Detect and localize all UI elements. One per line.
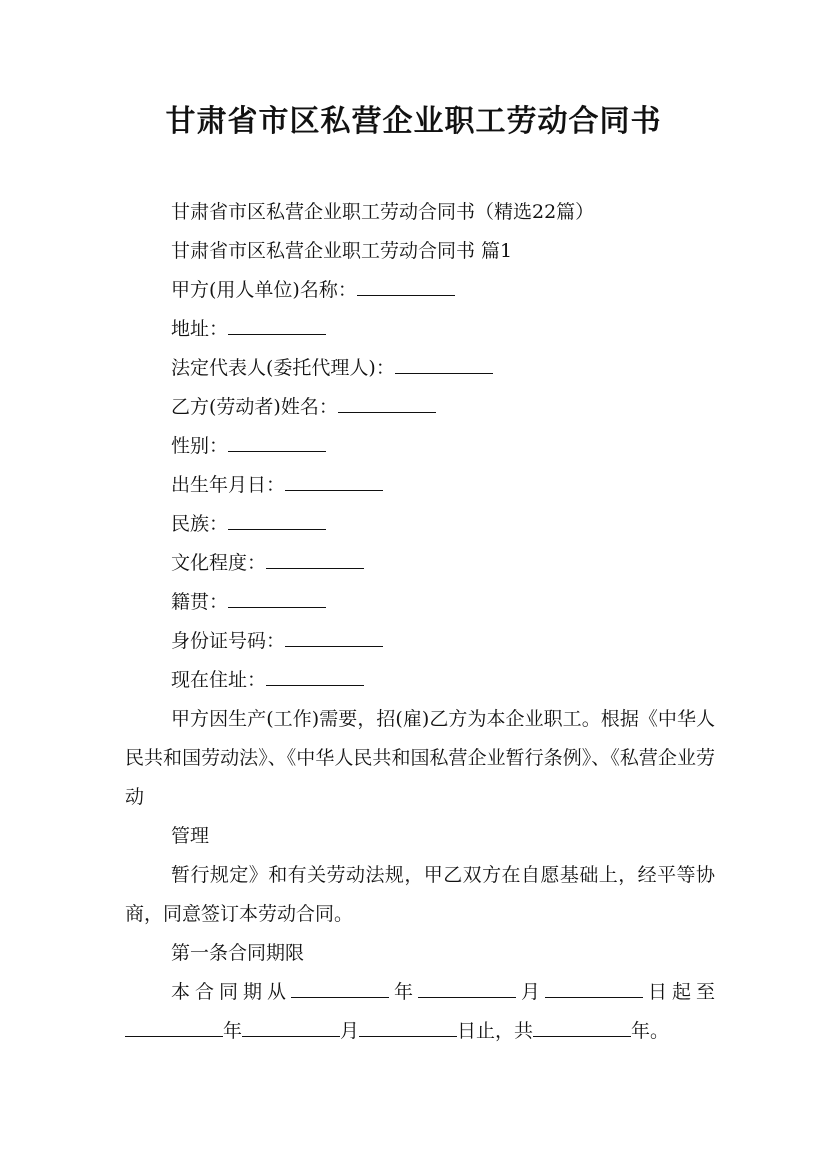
field-label: 身份证号码：: [171, 630, 286, 652]
field-gender: [125, 427, 715, 466]
blank-line: [338, 398, 436, 413]
blank-line: [357, 281, 455, 296]
blank-line: [228, 593, 326, 608]
term-prefix: 本合同期从: [171, 981, 291, 1003]
term-day-to: 日止，共: [457, 1020, 534, 1042]
blank-line: [242, 1022, 340, 1037]
subtitle: 甘肃省市区私营企业职工劳动合同书（精选22篇）: [171, 201, 595, 223]
field-label: 法定代表人(委托代理人)：: [171, 357, 395, 379]
paragraph-management: 管理: [171, 825, 210, 847]
field-party-a-name: [125, 271, 715, 310]
paragraph-intro: 甲方因生产(工作)需要，招(雇)乙方为本企业职工。根据《中华人民共和国劳动法》、《中华人民共和国私营企业暂行条例》、《私营企业劳动: [125, 708, 715, 808]
blank-line: [266, 671, 364, 686]
field-label: 现在住址：: [171, 669, 267, 691]
field-label: 民族：: [171, 513, 229, 535]
blank-line: [291, 983, 389, 998]
field-label: 乙方(劳动者)姓名：: [171, 396, 338, 418]
document-title: 甘肃省市区私营企业职工劳动合同书: [165, 104, 662, 139]
term-year-end: 年: [223, 1020, 243, 1042]
section-heading: 甘肃省市区私营企业职工劳动合同书 篇1: [171, 240, 513, 262]
term-month: 月: [515, 981, 545, 1003]
field-legal-rep: [125, 349, 715, 388]
field-label: 性别：: [171, 435, 229, 457]
field-label: 甲方(用人单位)名称：: [171, 279, 357, 301]
field-label: 文化程度：: [171, 552, 267, 574]
field-id-number: [125, 622, 715, 661]
term-month-end: 月: [340, 1020, 360, 1042]
blank-line: [285, 476, 383, 491]
blank-line: [395, 359, 493, 374]
blank-line: [533, 1022, 631, 1037]
blank-line: [359, 1022, 457, 1037]
field-native-place: [125, 583, 715, 622]
term-paragraph: [125, 973, 715, 1051]
blank-line: [285, 632, 383, 647]
field-education: [125, 544, 715, 583]
blank-line: [228, 320, 326, 335]
document-body: [125, 193, 715, 1051]
term-day-from: 日起至: [642, 981, 715, 1003]
field-label: 地址：: [171, 318, 229, 340]
term-year: 年: [388, 981, 418, 1003]
blank-line: [418, 983, 516, 998]
paragraph-agreement: 暂行规定》和有关劳动法规，甲乙双方在自愿基础上，经平等协商，同意签订本劳动合同。: [125, 864, 715, 925]
blank-line: [228, 515, 326, 530]
term-total-year: 年。: [631, 1020, 670, 1042]
blank-line: [125, 1022, 223, 1037]
field-current-address: [125, 661, 715, 700]
field-label: 籍贯：: [171, 591, 229, 613]
field-birth-date: [125, 466, 715, 505]
article-1-heading: 第一条合同期限: [171, 942, 305, 964]
blank-line: [545, 983, 643, 998]
field-ethnicity: [125, 505, 715, 544]
blank-line: [228, 437, 326, 452]
field-party-b-name: [125, 388, 715, 427]
field-label: 出生年月日：: [171, 474, 286, 496]
blank-line: [266, 554, 364, 569]
field-address: [125, 310, 715, 349]
